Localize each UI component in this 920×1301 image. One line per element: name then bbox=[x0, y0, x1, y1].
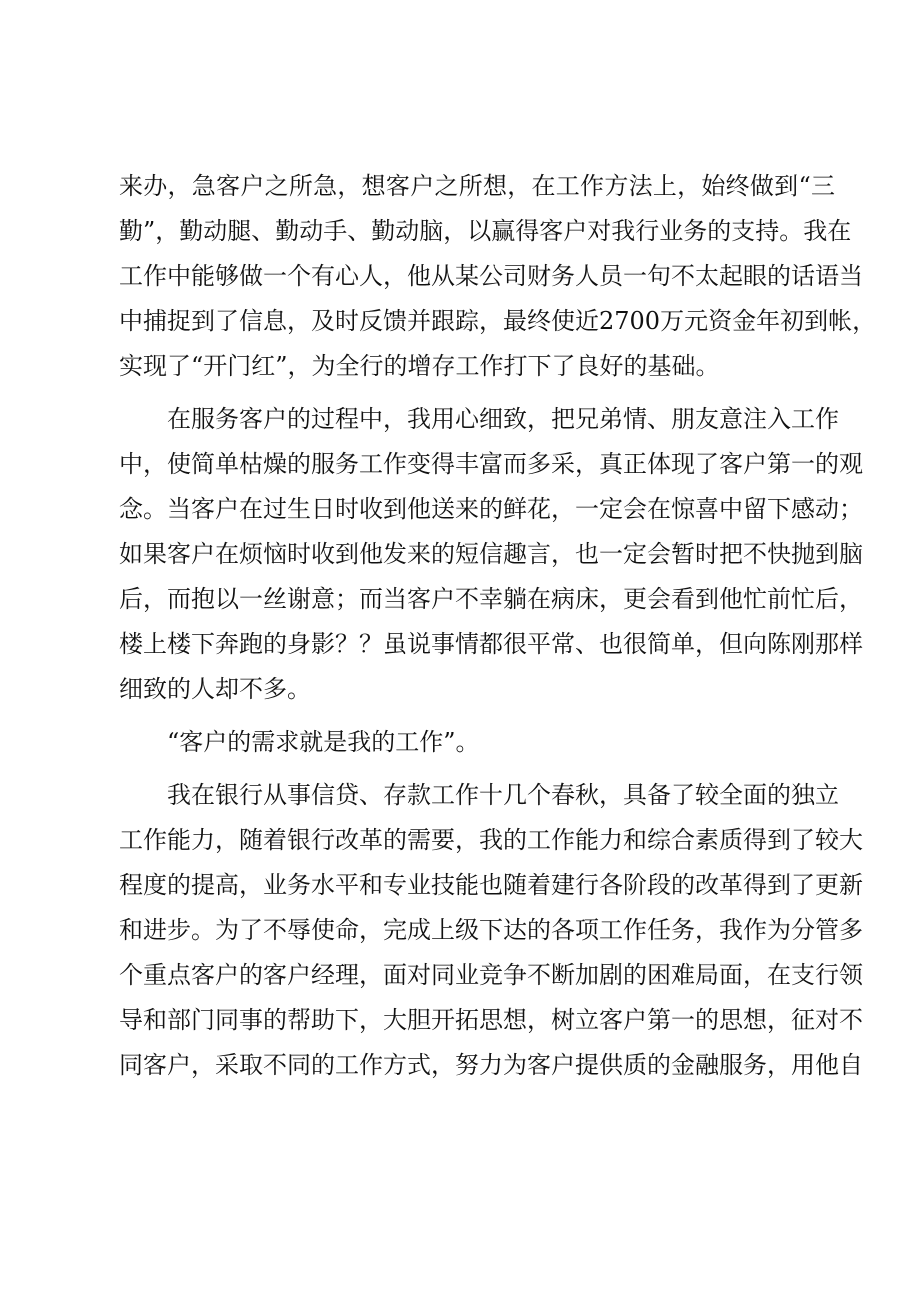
document-body bbox=[119, 164, 877, 1088]
text-line: 如果客户在烦恼时收到他发来的短信趣言，也一定会暂时把不快抛到脑 bbox=[119, 540, 863, 568]
text-line: 后，而抱以一丝谢意；而当客户不幸躺在病床，更会看到他忙前忙后， bbox=[119, 585, 863, 613]
paragraph-1 bbox=[119, 164, 877, 389]
paragraph-3-quote bbox=[119, 720, 835, 765]
text-line: 来办，急客户之所急，想客户之所想，在工作方法上，始终做到“三 bbox=[119, 172, 835, 200]
text-line: “客户的需求就是我的工作”。 bbox=[167, 728, 480, 756]
text-line: 念。当客户在过生日时收到他送来的鲜花，一定会在惊喜中留下感动； bbox=[119, 495, 863, 523]
text-line: 中，使简单枯燥的服务工作变得丰富而多采，真正体现了客户第一的观 bbox=[119, 450, 863, 478]
text-line: 细致的人却不多。 bbox=[119, 675, 311, 703]
text-line: 工作能力，随着银行改革的需要，我的工作能力和综合素质得到了较大 bbox=[119, 826, 863, 854]
paragraph-4 bbox=[119, 773, 863, 1088]
text-line: 导和部门同事的帮助下，大胆开拓思想，树立客户第一的思想，征对不 bbox=[119, 1006, 863, 1034]
text-line: 中捕捉到了信息，及时反馈并跟踪，最终使近2700万元资金年初到帐， bbox=[119, 307, 877, 335]
text-line: 和进步。为了不辱使命，完成上级下达的各项工作任务，我作为分管多 bbox=[119, 916, 863, 944]
text-line: 程度的提高，业务水平和专业技能也随着建行各阶段的改革得到了更新 bbox=[119, 871, 863, 899]
paragraph-2 bbox=[119, 397, 863, 712]
text-line: 个重点客户的客户经理，面对同业竞争不断加剧的困难局面，在支行领 bbox=[119, 961, 863, 989]
text-line: 同客户，采取不同的工作方式，努力为客户提供质的金融服务，用他自 bbox=[119, 1051, 863, 1079]
text-line: 我在银行从事信贷、存款工作十几个春秋，具备了较全面的独立 bbox=[167, 781, 839, 809]
text-line: 在服务客户的过程中，我用心细致，把兄弟情、朋友意注入工作 bbox=[167, 405, 839, 433]
text-line: 工作中能够做一个有心人，他从某公司财务人员一句不太起眼的话语当 bbox=[119, 262, 863, 290]
text-line: 勤”，勤动腿、勤动手、勤动脑，以赢得客户对我行业务的支持。我在 bbox=[119, 217, 852, 245]
text-line: 楼上楼下奔跑的身影？？虽说事情都很平常、也很简单，但向陈刚那样 bbox=[119, 630, 863, 658]
text-line: 实现了“开门红”，为全行的增存工作打下了良好的基础。 bbox=[119, 352, 720, 380]
